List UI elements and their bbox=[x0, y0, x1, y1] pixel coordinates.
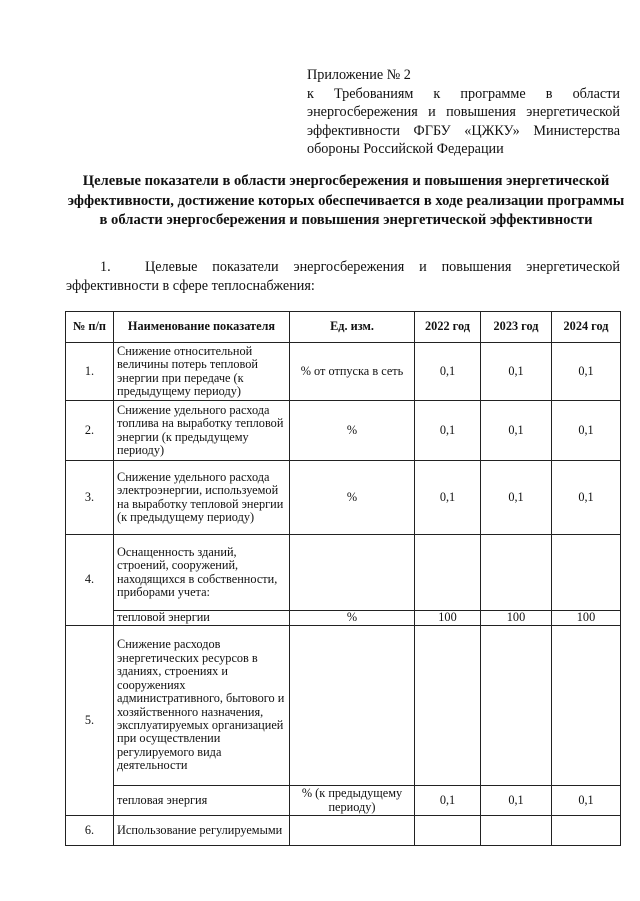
empty-cell bbox=[290, 816, 415, 846]
header-2024: 2024 год bbox=[552, 312, 621, 343]
subrow-value-2023: 0,1 bbox=[481, 786, 552, 816]
paragraph-number: 1. bbox=[100, 259, 111, 275]
table-row bbox=[66, 461, 621, 535]
table-subrow bbox=[66, 611, 621, 626]
row-value-2024: 0,1 bbox=[552, 401, 621, 461]
document-title: Целевые показатели в области энергосбережения и повышения энергетической эффективности, достижение которых обеспечивается в ходе реализации программы в области энергосбережения и повышения энергетической эффективности bbox=[67, 173, 625, 228]
table-row bbox=[66, 626, 621, 786]
empty-cell bbox=[415, 816, 481, 846]
row-name: Использование регулируемыми bbox=[114, 816, 290, 846]
row-name: Снижение удельного расхода топлива на выработку тепловой энергии (к предыдущему периоду) bbox=[114, 401, 290, 461]
subrow-value-2023: 100 bbox=[481, 611, 552, 626]
row-num: 5. bbox=[66, 626, 114, 816]
row-value-2023: 0,1 bbox=[481, 401, 552, 461]
empty-cell bbox=[415, 535, 481, 611]
row-value-2024: 0,1 bbox=[552, 343, 621, 401]
row-unit: % bbox=[290, 401, 415, 461]
row-num: 4. bbox=[66, 535, 114, 626]
empty-cell bbox=[481, 626, 552, 786]
subrow-unit: % bbox=[290, 611, 415, 626]
header-num: № п/п bbox=[66, 312, 114, 343]
subrow-name: тепловая энергия bbox=[114, 786, 290, 816]
empty-cell bbox=[415, 626, 481, 786]
table-row bbox=[66, 816, 621, 846]
row-value-2022: 0,1 bbox=[415, 401, 481, 461]
indicators-table bbox=[65, 311, 621, 846]
row-value-2022: 0,1 bbox=[415, 343, 481, 401]
subrow-name: тепловой энергии bbox=[114, 611, 290, 626]
table-header-row bbox=[66, 312, 621, 343]
subrow-value-2024: 100 bbox=[552, 611, 621, 626]
row-num: 1. bbox=[66, 343, 114, 401]
table-row bbox=[66, 401, 621, 461]
appendix-reference: к Требованиям к программе в области энергосбережения и повышения энергетической эффективности ФГБУ «ЦЖКУ» Министерства обороны Российской Федерации bbox=[307, 85, 620, 158]
subrow-value-2022: 100 bbox=[415, 611, 481, 626]
header-name: Наименование показателя bbox=[114, 312, 290, 343]
table-subrow bbox=[66, 786, 621, 816]
row-unit: % bbox=[290, 461, 415, 535]
row-name: Снижение относительной величины потерь тепловой энергии при передаче (к предыдущему периоду) bbox=[114, 343, 290, 401]
header-2022: 2022 год bbox=[415, 312, 481, 343]
header-2023: 2023 год bbox=[481, 312, 552, 343]
row-num: 3. bbox=[66, 461, 114, 535]
subrow-value-2022: 0,1 bbox=[415, 786, 481, 816]
table-row bbox=[66, 535, 621, 611]
row-value-2023: 0,1 bbox=[481, 343, 552, 401]
empty-cell bbox=[290, 535, 415, 611]
row-unit: % от отпуска в сеть bbox=[290, 343, 415, 401]
row-value-2022: 0,1 bbox=[415, 461, 481, 535]
subrow-value-2024: 0,1 bbox=[552, 786, 621, 816]
subrow-unit: % (к предыдущему периоду) bbox=[290, 786, 415, 816]
row-name: Оснащенность зданий, строений, сооружений, находящихся в собственности, приборами учета: bbox=[114, 535, 290, 611]
row-num: 6. bbox=[66, 816, 114, 846]
empty-cell bbox=[552, 816, 621, 846]
row-num: 2. bbox=[66, 401, 114, 461]
row-value-2024: 0,1 bbox=[552, 461, 621, 535]
row-name: Снижение удельного расхода электроэнергии, используемой на выработку тепловой энергии (к предыдущему периоду) bbox=[114, 461, 290, 535]
empty-cell bbox=[552, 626, 621, 786]
appendix-header bbox=[307, 66, 620, 159]
table-row bbox=[66, 343, 621, 401]
row-name: Снижение расходов энергетических ресурсов в зданиях, строениях и сооружениях административного, бытового и хозяйственного назначения, эксплуатируемых организацией при осуществлении регулируемого вида деятельности bbox=[114, 626, 290, 786]
paragraph-text: Целевые показатели энергосбережения и повышения энергетической эффективности в сфере теплоснабжения: bbox=[66, 259, 620, 294]
empty-cell bbox=[481, 816, 552, 846]
empty-cell bbox=[552, 535, 621, 611]
row-value-2023: 0,1 bbox=[481, 461, 552, 535]
section-paragraph bbox=[66, 258, 620, 296]
appendix-number: Приложение № 2 bbox=[307, 67, 411, 83]
header-unit: Ед. изм. bbox=[290, 312, 415, 343]
empty-cell bbox=[481, 535, 552, 611]
empty-cell bbox=[290, 626, 415, 786]
